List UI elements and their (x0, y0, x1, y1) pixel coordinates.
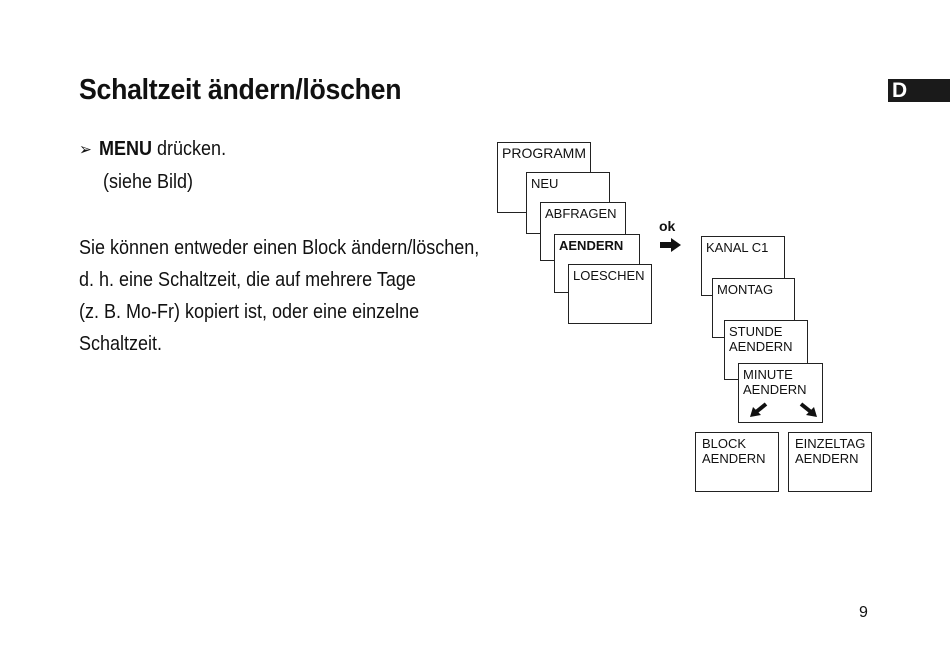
instruction-action: drücken. (152, 138, 227, 160)
menu-key-label: MENU (99, 138, 153, 160)
display-text: MONTAG (717, 282, 774, 297)
paragraph-line: Sie können entweder einen Block ändern/löschen, (79, 237, 480, 259)
display-text: STUNDE (729, 324, 783, 339)
language-tab: D (888, 79, 950, 102)
display-text: AENDERN (729, 339, 793, 354)
display-text: AENDERN (559, 238, 624, 253)
down-right-arrow-icon (799, 402, 817, 418)
display-text: PROGRAMM (502, 145, 586, 161)
instruction-note: (siehe Bild) (103, 171, 194, 193)
display-loeschen (568, 264, 652, 324)
display-text: AENDERN (702, 451, 766, 466)
display-block-aendern (695, 432, 779, 492)
paragraph-line: (z. B. Mo-Fr) kopiert ist, oder eine einzelne (79, 301, 420, 323)
display-text: LOESCHEN (573, 268, 645, 283)
bullet-arrow-icon: ➢ (79, 140, 92, 159)
paragraph-line: Schaltzeit. (79, 333, 163, 355)
down-left-arrow-icon (750, 402, 768, 418)
page-title: Schaltzeit ändern/löschen (79, 74, 402, 106)
display-text: AENDERN (743, 382, 807, 397)
page-number: 9 (859, 604, 868, 621)
display-text: NEU (531, 176, 559, 191)
display-text: KANAL C1 (706, 240, 769, 255)
ok-label: ok (659, 218, 676, 234)
display-text: BLOCK (702, 436, 747, 451)
display-text: EINZELTAG (795, 436, 866, 451)
display-text: ABFRAGEN (545, 206, 617, 221)
display-text: MINUTE (743, 367, 793, 382)
right-arrow-icon (660, 238, 682, 252)
description-paragraph (79, 232, 480, 360)
instruction-line (79, 138, 226, 161)
display-text: AENDERN (795, 451, 859, 466)
display-minute-aendern (738, 363, 823, 423)
paragraph-line: d. h. eine Schaltzeit, die auf mehrere Tage (79, 269, 416, 291)
display-einzeltag-aendern (788, 432, 872, 492)
